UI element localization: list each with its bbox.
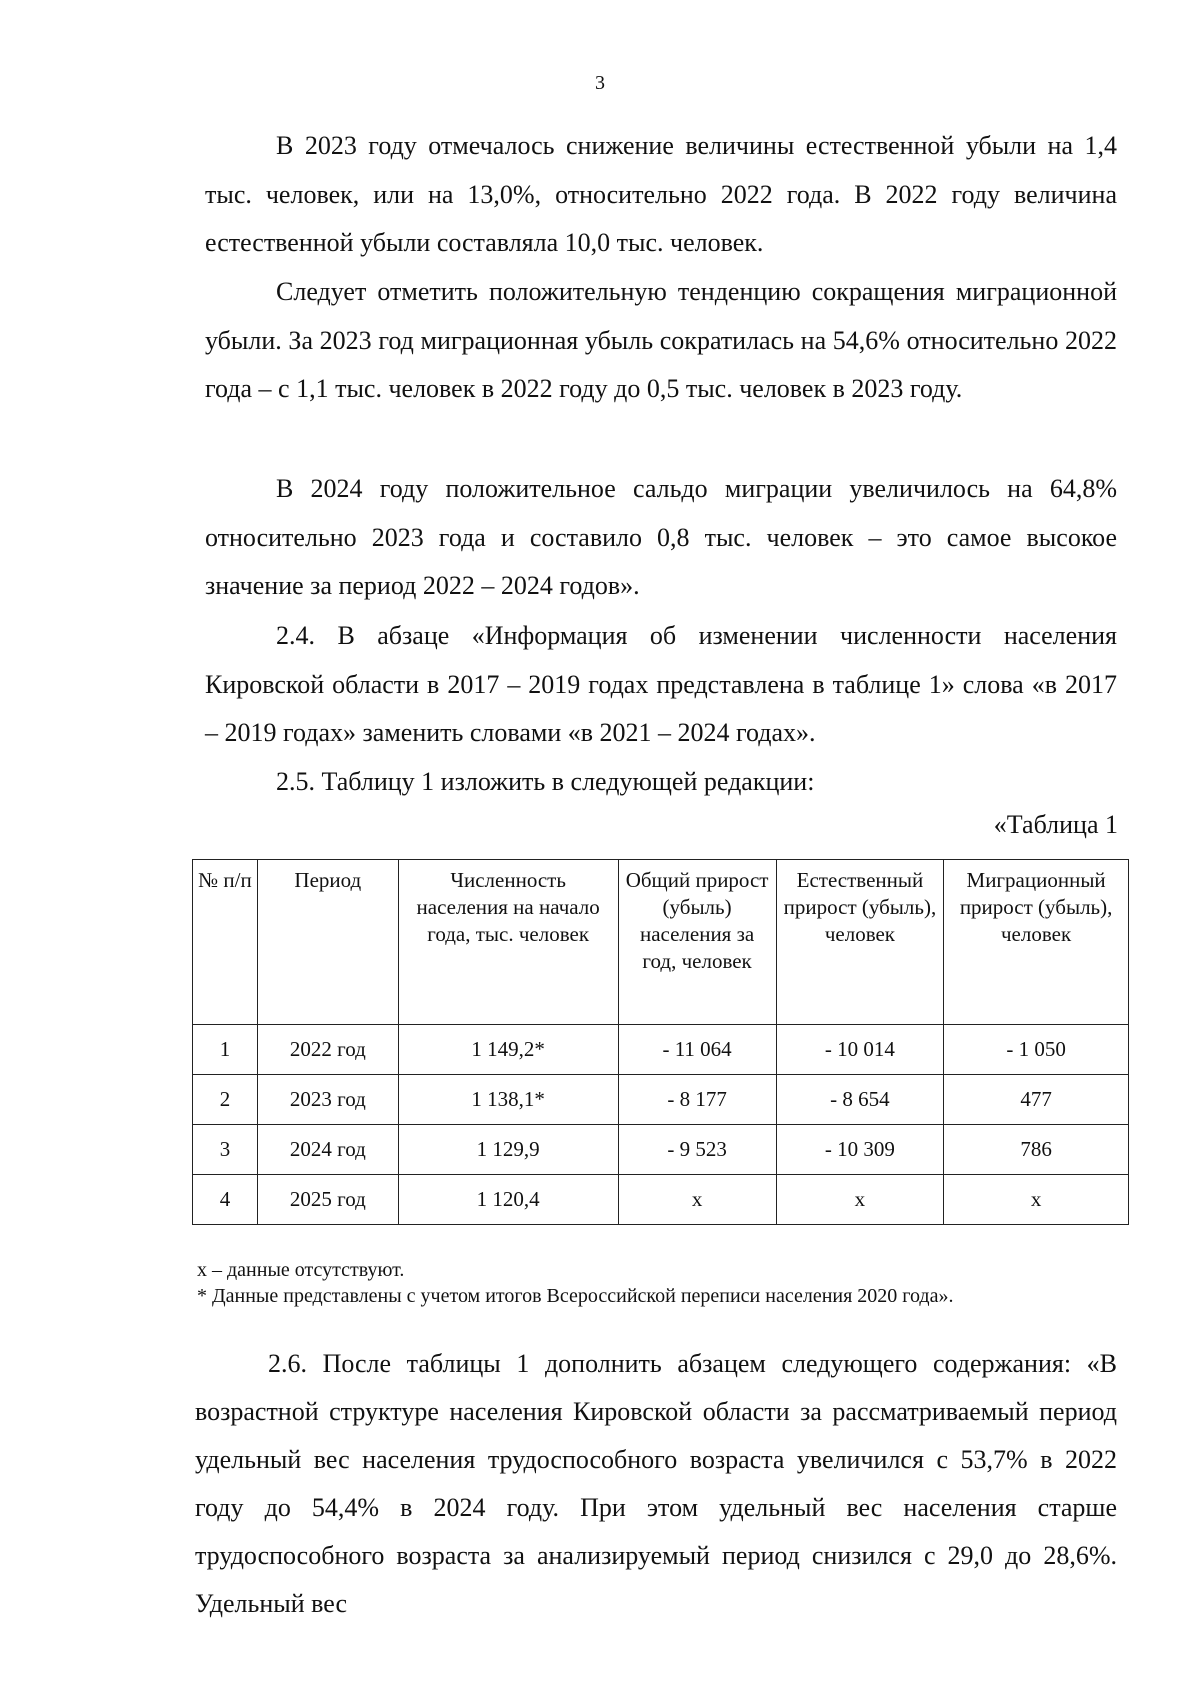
table-cell: 3 [193,1125,258,1175]
table-cell: 477 [944,1075,1129,1125]
paragraph-amendment-2-4: 2.4. В абзаце «Информация об изменении численности населения Кировской области в 2017 – 2019 годах представлена в таблице 1» слова «в 2017 – 2019 годах» заменить словами «в 2021 – 2024 годах». [205,621,1117,747]
table-caption: «Таблица 1 [993,810,1118,839]
table-cell: - 11 064 [618,1025,776,1075]
header-total-growth: Общий прирост (убыль) населения за год, человек [618,860,776,1025]
page-number: 3 [595,72,605,94]
header-period: Период [257,860,398,1025]
paragraph-migration-balance-2024: В 2024 году положительное сальдо миграции увеличилось на 64,8% относительно 2023 года и составило 0,8 тыс. человек – это самое высокое значение за период 2022 – 2024 годов». [205,474,1117,600]
table-row [193,1175,1129,1225]
table-row [193,1075,1129,1125]
paragraph-amendment-2-5: 2.5. Таблицу 1 изложить в следующей редакции: [276,767,815,796]
table-cell: 2024 год [257,1125,398,1175]
header-number: № п/п [193,860,258,1025]
table-cell: 1 [193,1025,258,1075]
table-cell: x [776,1175,944,1225]
header-natural-growth: Естественный прирост (убыль), человек [776,860,944,1025]
table-cell: - 10 014 [776,1025,944,1075]
table-notes [197,1257,953,1309]
table-cell: 4 [193,1175,258,1225]
population-table [192,859,1129,1225]
note-census: * Данные представлены с учетом итогов Всероссийской переписи населения 2020 года». [197,1285,954,1307]
table-cell: - 9 523 [618,1125,776,1175]
table-row [193,1025,1129,1075]
paragraph-amendment-2-6: 2.6. После таблицы 1 дополнить абзацем следующего содержания: «В возрастной структуре населения Кировской области за рассматриваемый период удельный вес населения трудоспособного возраста увеличился с 53,7% в 2022 году до 54,4% в 2024 году. При этом удельный вес населения старше трудоспособного возраста за анализируемый период снизился с 29,0 до 28,6%. Удельный вес [195,1349,1117,1618]
table-cell: 2025 год [257,1175,398,1225]
header-migration-growth: Миграционный прирост (убыль), человек [944,860,1129,1025]
table-cell: 1 129,9 [398,1125,618,1175]
note-missing-data: x – данные отсутствуют. [197,1259,405,1281]
table-cell: 2 [193,1075,258,1125]
table-header-row [193,860,1129,1025]
table-cell: 1 149,2* [398,1025,618,1075]
table-row [193,1125,1129,1175]
paragraph-natural-decline: В 2023 году отмечалось снижение величины естественной убыли на 1,4 тыс. человек, или на 13,0%, относительно 2022 года. В 2022 году величина естественной убыли составляла 10,0 тыс. человек. [205,131,1117,257]
table-cell: - 8 177 [618,1075,776,1125]
table-cell: 1 120,4 [398,1175,618,1225]
table-cell: x [944,1175,1129,1225]
table-cell: 786 [944,1125,1129,1175]
table-cell: x [618,1175,776,1225]
paragraph-migration-trend: Следует отметить положительную тенденцию сокращения миграционной убыли. За 2023 год миграционная убыль сократилась на 54,6% относительно 2022 года – с 1,1 тыс. человек в 2022 году до 0,5 тыс. человек в 2023 году. [205,277,1117,403]
table-cell: - 8 654 [776,1075,944,1125]
table-cell: 2023 год [257,1075,398,1125]
table-cell: 2022 год [257,1025,398,1075]
table-cell: 1 138,1* [398,1075,618,1125]
header-population: Численность населения на начало года, тыс. человек [398,860,618,1025]
table-cell: - 10 309 [776,1125,944,1175]
table-cell: - 1 050 [944,1025,1129,1075]
